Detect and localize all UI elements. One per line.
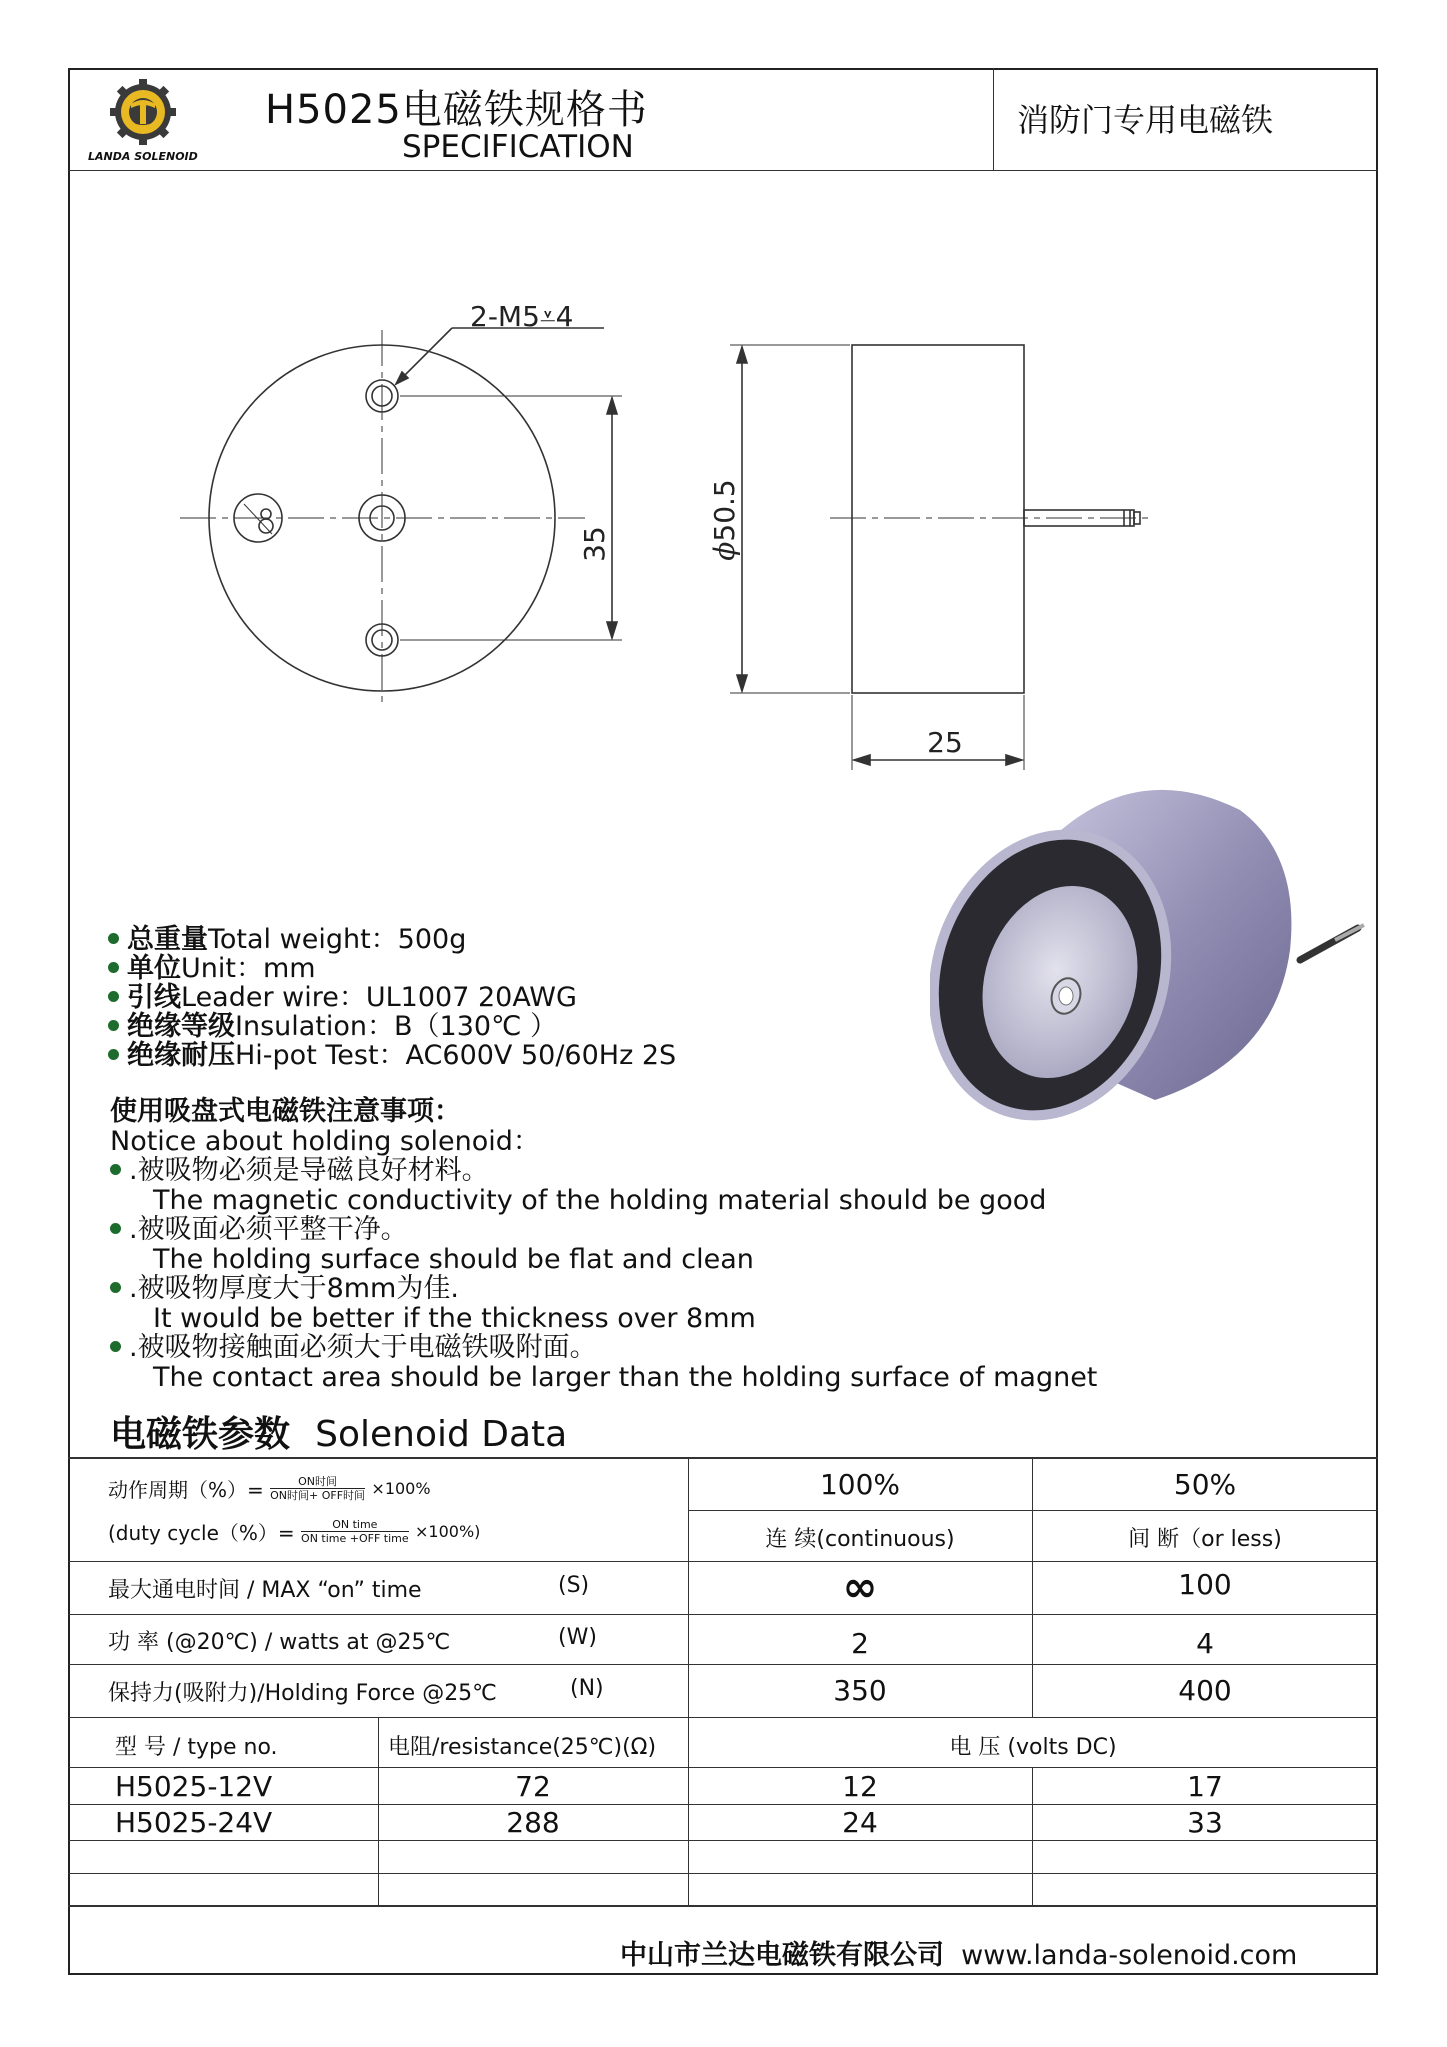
bullet-icon (110, 1164, 121, 1175)
col1-percent: 100% (819, 1468, 901, 1501)
model-voltage-2: 33 (1187, 1806, 1223, 1839)
model-voltage-2: 17 (1187, 1770, 1223, 1803)
spec-leader-wire: 引线Leader wire：UL1007 20AWG (108, 983, 676, 1012)
notice-item: .被吸物必须是导磁良好材料。 (110, 1156, 1097, 1186)
section-title: 电磁铁参数 Solenoid Data (110, 1414, 568, 1455)
row-watts-v2: 4 (1196, 1627, 1214, 1660)
model-type: H5025-24V (115, 1806, 273, 1839)
row-holding-force-unit: (N) (570, 1676, 604, 1701)
spec-hipot: 绝缘耐压Hi-pot Test：AC600V 50/60Hz 2S (108, 1041, 676, 1070)
spec-unit: 单位Unit：mm (108, 954, 676, 983)
row-holding-force-v2: 400 (1178, 1674, 1232, 1707)
row-watts-label: 功 率 (@20℃) / watts at @25℃ (108, 1630, 451, 1655)
model-type: H5025-12V (115, 1770, 273, 1803)
website-link[interactable]: www.landa-solenoid.com (961, 1940, 1298, 1971)
notice-item-en: The holding surface should be flat and clean (153, 1243, 754, 1275)
row-max-on-time-v1: ∞ (842, 1562, 878, 1611)
notice-item: .被吸面必须平整干净。 (110, 1215, 1097, 1245)
col2-percent: 50% (1173, 1468, 1237, 1501)
bullet-icon (110, 1341, 121, 1352)
duty-cycle-zh: 动作周期（%）= ON时间 ON时间+ OFF时间 ×100% (108, 1475, 431, 1502)
row-watts-unit: (W) (558, 1625, 597, 1650)
row-holding-force-label: 保持力(吸附力)/Holding Force @25℃ (108, 1681, 497, 1706)
model-resistance: 72 (515, 1770, 551, 1803)
col2-mode: 间 断（or less) (1128, 1527, 1282, 1552)
spec-insulation: 绝缘等级Insulation：B（130℃ ） (108, 1012, 676, 1041)
col1-mode: 连 续(continuous) (765, 1527, 955, 1552)
document-subtitle: SPECIFICATION (402, 129, 634, 165)
technical-drawing (0, 0, 1447, 880)
type-header: 型 号 / type no. (115, 1735, 278, 1760)
notice-title-zh: 使用吸盘式电磁铁注意事项： (110, 1096, 461, 1127)
dim-35-label: 35 (578, 526, 611, 562)
spec-weight: 总重量Total weight：500g (108, 925, 676, 954)
product-3d-render (930, 760, 1370, 1140)
row-max-on-time-v2: 100 (1178, 1568, 1232, 1601)
bullet-icon (108, 933, 119, 944)
notice-block (110, 1097, 1097, 1392)
row-holding-force-v1: 350 (833, 1674, 887, 1707)
notice-item-en: The contact area should be larger than the holding surface of magnet (153, 1361, 1098, 1393)
notice-item: .被吸物厚度大于8mm为佳. (110, 1274, 1097, 1304)
document-title: H5025电磁铁规格书 (265, 87, 648, 133)
thread-label: 2-M5⩡4 (470, 300, 574, 333)
notice-item: .被吸物接触面必须大于电磁铁吸附面。 (110, 1333, 1097, 1363)
resistance-header: 电阻/resistance(25℃)(Ω) (388, 1735, 657, 1760)
product-category: 消防门专用电磁铁 (1017, 101, 1274, 139)
row-max-on-time-unit: (S) (558, 1573, 590, 1598)
duty-cycle-en: (duty cycle（%）= ON time ON time +OFF time ×100%) (108, 1518, 481, 1545)
logo-text: LANDA SOLENOID (88, 150, 198, 163)
bullet-icon (108, 1020, 119, 1031)
voltage-header: 电 压 (volts DC) (949, 1735, 1117, 1760)
row-max-on-time-label: 最大通电时间 / MAX “on” time (108, 1578, 422, 1603)
model-voltage-1: 12 (842, 1770, 878, 1803)
row-watts-v1: 2 (851, 1627, 869, 1660)
bullet-icon (110, 1223, 121, 1234)
footer (620, 1933, 1297, 1972)
dim-diameter-label: ϕ50.5 (708, 479, 741, 561)
bullet-icon (108, 962, 119, 973)
company-name: 中山市兰达电磁铁有限公司 (620, 1940, 944, 1971)
dim-25-label: 25 (927, 726, 963, 759)
model-voltage-1: 24 (842, 1806, 878, 1839)
notice-item-en: The magnetic conductivity of the holding material should be good (153, 1184, 1047, 1216)
side-view-outline (852, 345, 1024, 693)
notice-title-en: Notice about holding solenoid： (110, 1125, 540, 1157)
notice-item-en: It would be better if the thickness over 8mm (153, 1302, 756, 1334)
spec-list (108, 925, 676, 1070)
bullet-icon (110, 1282, 121, 1293)
bullet-icon (108, 1049, 119, 1060)
model-resistance: 288 (506, 1806, 560, 1839)
bullet-icon (108, 991, 119, 1002)
